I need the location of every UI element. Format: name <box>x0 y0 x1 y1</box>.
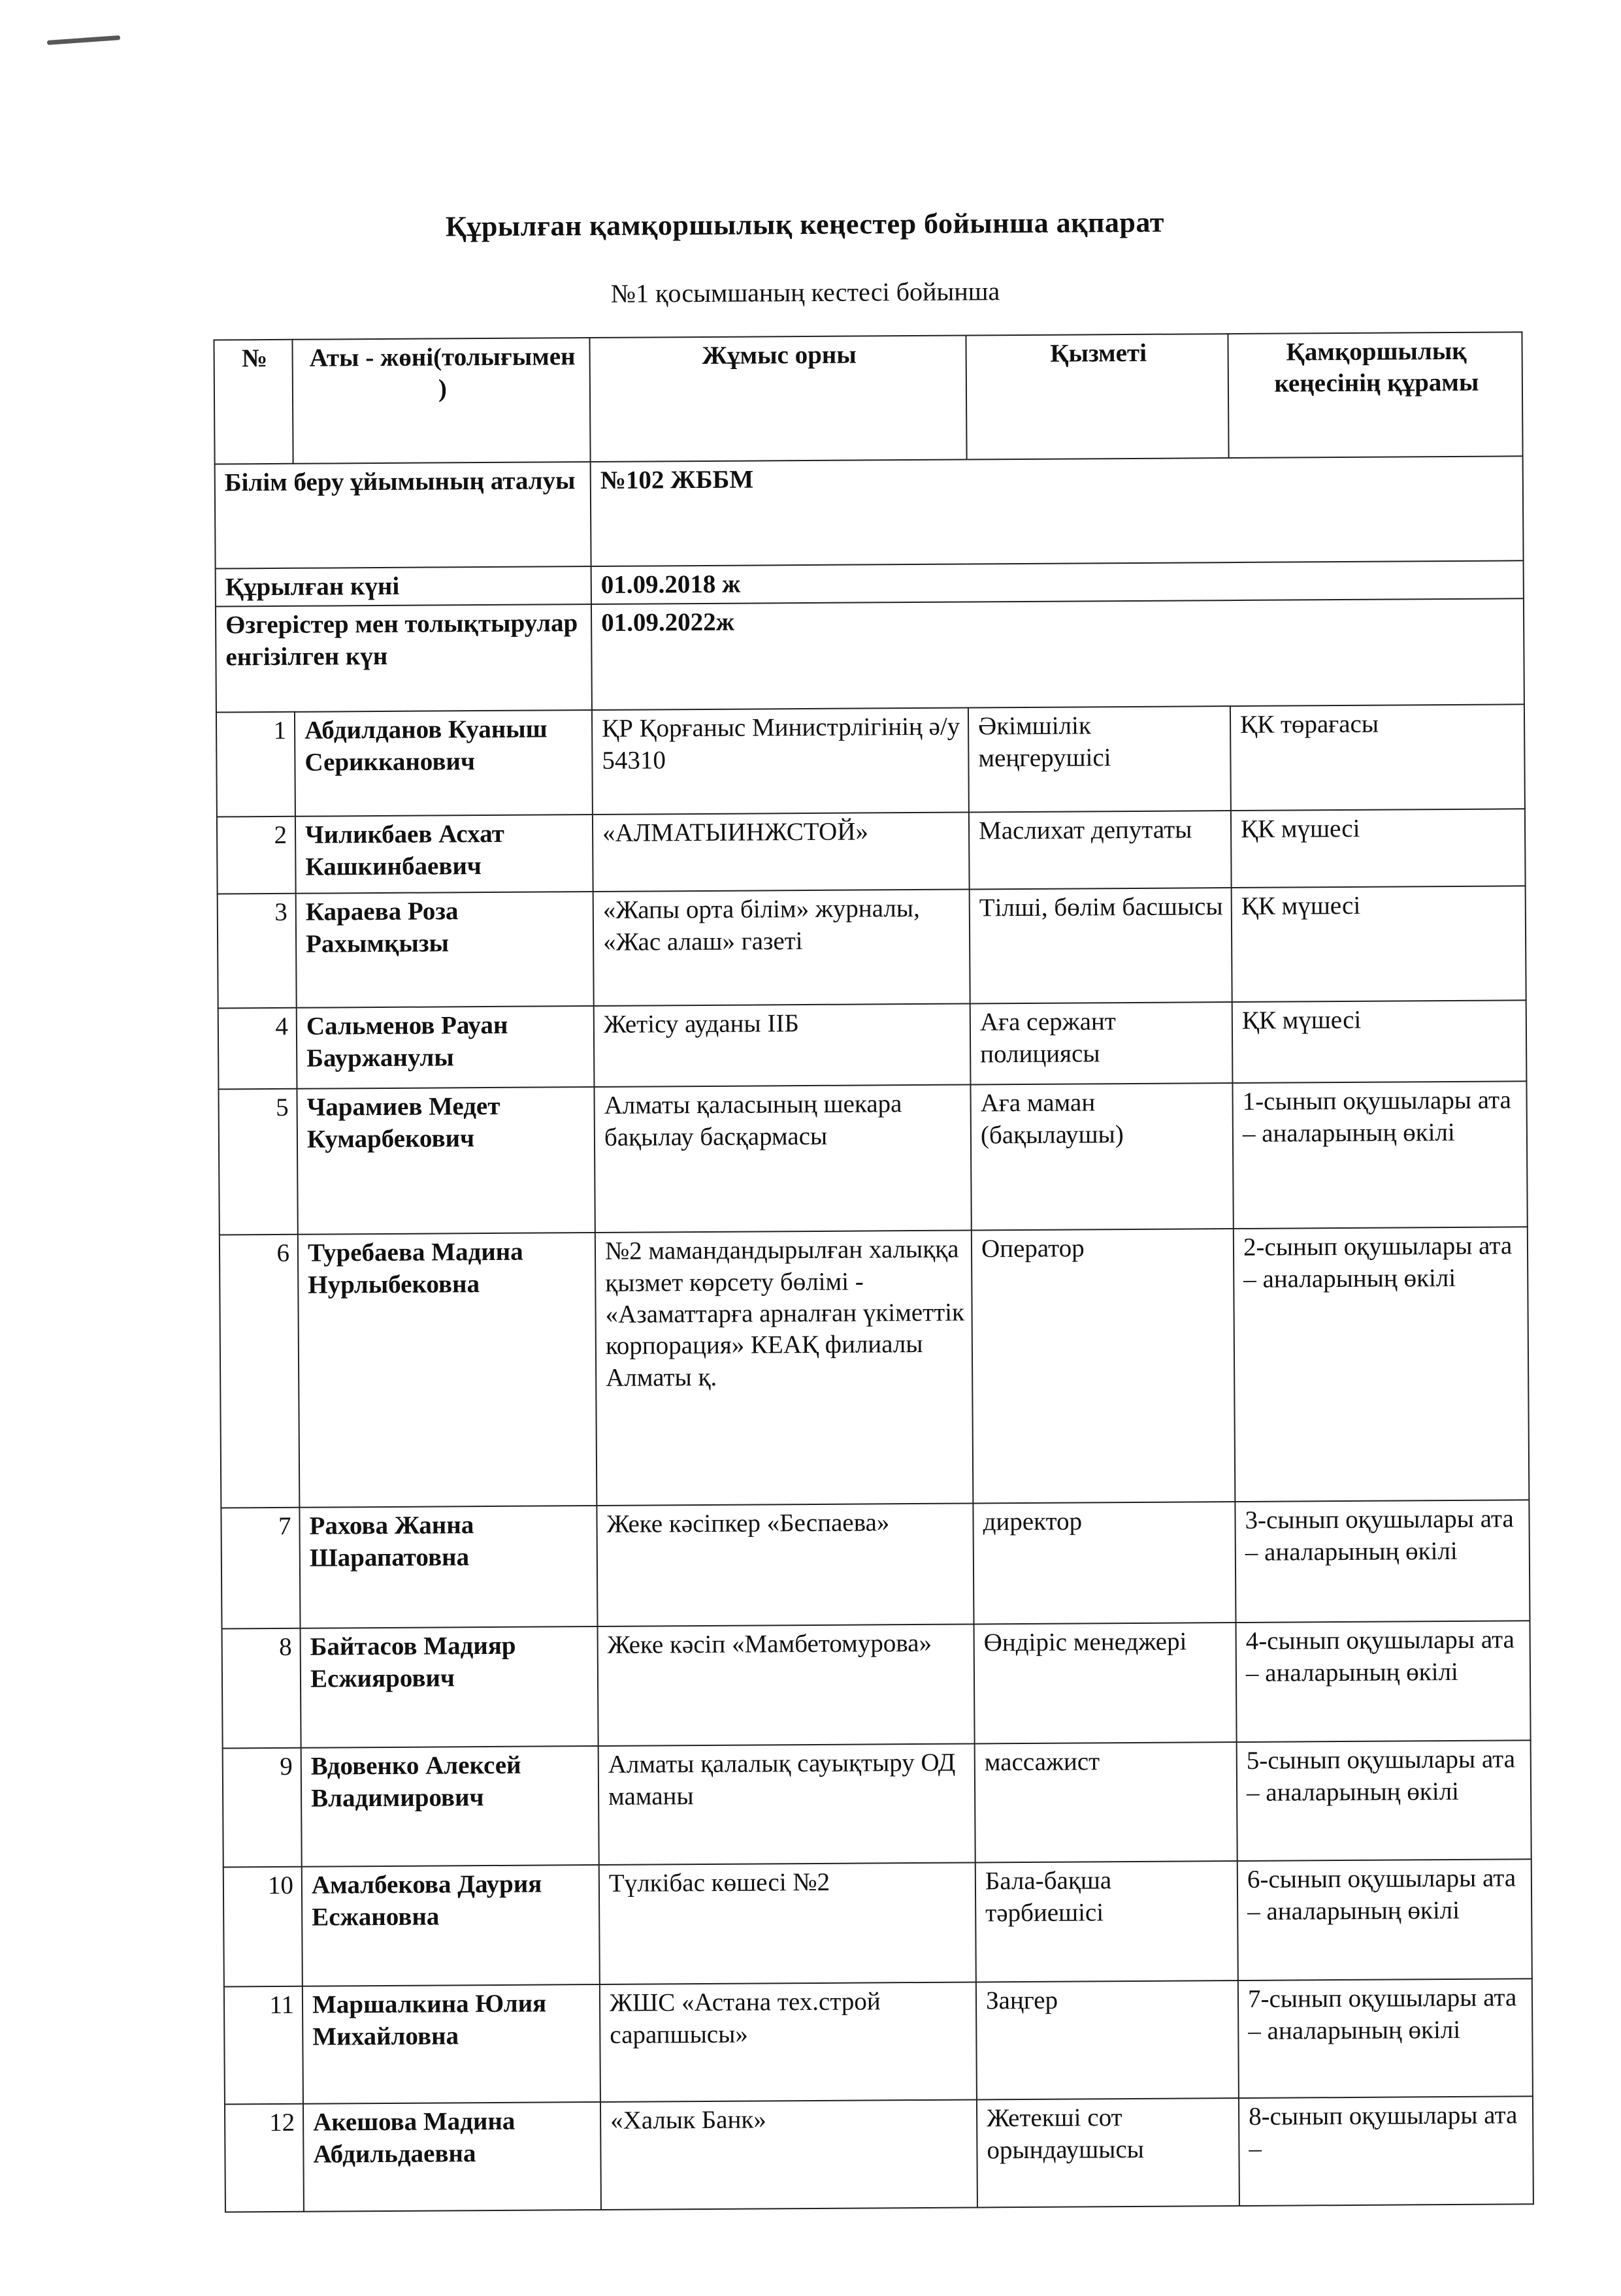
member-name: Караева Роза Рахымқызы <box>296 892 594 1008</box>
info-section <box>215 456 1524 713</box>
council-table <box>213 331 1533 2213</box>
member-number: 2 <box>217 817 296 894</box>
header-row <box>214 332 1522 464</box>
table-row <box>217 809 1526 894</box>
member-number: 10 <box>223 1867 303 1987</box>
member-number: 12 <box>225 2104 304 2212</box>
info-row-changes <box>216 599 1524 713</box>
member-workplace: «Жапы орта білім» журналы, «Жас алаш» газеті <box>593 890 970 1007</box>
member-number: 7 <box>221 1508 300 1629</box>
member-workplace: Түлкібас көшесі №2 <box>599 1863 976 1985</box>
member-number: 8 <box>222 1628 301 1749</box>
member-number: 11 <box>224 1986 303 2105</box>
changes-label: Өзгерістер мен толықтырулар енгізілген күн <box>216 604 592 713</box>
member-name: Туребаева Мадина Нурлыбековна <box>298 1233 597 1508</box>
member-name: Маршалкина Юлия Михайловна <box>303 1984 600 2104</box>
created-value: 01.09.2018 ж <box>591 560 1524 604</box>
member-position: Заңгер <box>976 1981 1239 2099</box>
info-row-organization <box>215 456 1524 568</box>
member-name: Чиликбаев Асхат Кашкинбаевич <box>295 815 593 894</box>
member-name: Акешова Мадина Абдильдаевна <box>303 2102 601 2212</box>
member-name: Чарамиев Медет Кумарбекович <box>297 1087 595 1235</box>
member-position: Маслихат депутаты <box>969 811 1232 889</box>
document-subtitle: №1 қосымшаның кестесі бойынша <box>610 276 1000 308</box>
member-name: Рахова Жанна Шарапатовна <box>299 1506 597 1628</box>
member-workplace: Жеке кәсіп «Мамбетомурова» <box>598 1625 975 1747</box>
member-council-role: ҚК мүшесі <box>1232 1001 1527 1084</box>
member-name: Байтасов Мадияр Есжиярович <box>301 1626 598 1748</box>
column-header-name: Аты - жөні(толығымен ) <box>292 338 590 464</box>
column-header-role: Қамқоршылық кеңесінің құрамы <box>1228 332 1522 458</box>
member-council-role: 6-сынып оқушылары ата – аналарының өкілі <box>1237 1860 1532 1981</box>
member-council-role: 1-сынып оқушылары ата – аналарының өкілі <box>1232 1082 1527 1229</box>
member-position: массажист <box>975 1742 1237 1862</box>
table-row <box>216 705 1525 817</box>
member-council-role: 4-сынып оқушылары ата – аналарының өкілі <box>1236 1621 1530 1743</box>
member-position: Өндіріс менеджері <box>974 1623 1237 1743</box>
member-council-role: 5-сынып оқушылары ата – аналарының өкілі <box>1237 1741 1531 1862</box>
column-header-workplace: Жұмыс орны <box>589 336 966 462</box>
member-name: Абдилданов Куаныш Серикканович <box>295 710 593 817</box>
member-workplace: Жеке кәсіпкер «Беспаева» <box>597 1504 974 1627</box>
table-row <box>218 1082 1527 1235</box>
table-row <box>220 1227 1530 1508</box>
changes-value: 01.09.2022ж <box>591 599 1524 711</box>
table-row <box>223 1741 1531 1868</box>
table-row <box>225 2097 1533 2212</box>
member-council-role: ҚК мүшесі <box>1231 809 1526 888</box>
member-workplace: Алматы қалалық сауықтыру ОД маманы <box>598 1744 975 1866</box>
table-row <box>224 1979 1533 2105</box>
member-position: Оператор <box>972 1229 1236 1503</box>
member-position: Әкімшілік меңгерушісі <box>968 706 1231 812</box>
member-council-role: ҚК мүшесі <box>1232 886 1526 1003</box>
member-position: директор <box>973 1502 1236 1624</box>
member-council-role: 7-сынып оқушылары ата – аналарының өкілі <box>1238 1979 1533 2099</box>
member-position: Жетекші сот орындаушысы <box>977 2098 1239 2207</box>
column-header-position: Қызметі <box>966 334 1228 459</box>
member-workplace: «Халык Банк» <box>600 2100 977 2210</box>
table-row <box>222 1621 1531 1749</box>
member-workplace: №2 мамандандырылған халыққа қызмет көрсету бөлімі - «Азаматтарға арналған үкіметтік корпорация» КЕАҚ филиалы Алматы қ. <box>595 1231 974 1506</box>
member-name: Сальменов Рауан Бауржанулы <box>297 1006 595 1089</box>
table-row <box>223 1860 1532 1987</box>
member-workplace: Алматы қаласының шекара бақылау басқармасы <box>594 1085 971 1233</box>
member-number: 9 <box>223 1748 302 1868</box>
member-council-role: 3-сынып оқушылары ата – аналарының өкілі <box>1235 1500 1530 1623</box>
table-row <box>221 1500 1530 1629</box>
member-position: Тілші, бөлім басшысы <box>970 888 1232 1003</box>
member-workplace: ЖШС «Астана тех.строй сарапшысы» <box>600 1982 977 2103</box>
member-position: Аға маман (бақылаушы) <box>970 1083 1233 1230</box>
member-workplace: Жетісу ауданы ІІБ <box>594 1004 971 1088</box>
created-label: Құрылған күні <box>216 566 591 607</box>
table-row <box>218 886 1526 1009</box>
table-row <box>218 1001 1527 1090</box>
document-title: Құрылған қамқоршылық кеңестер бойынша ақпарат <box>445 206 1165 243</box>
organization-label: Білім беру ұйымының аталуы <box>215 462 591 569</box>
column-header-number: № <box>214 340 293 464</box>
member-workplace: «АЛМАТЫИНЖСТОЙ» <box>593 813 970 892</box>
member-name: Амалбекова Даурия Есжановна <box>302 1865 600 1986</box>
member-council-role: 2-сынып оқушылары ата – аналарының өкілі <box>1234 1227 1530 1502</box>
member-number: 1 <box>216 712 295 817</box>
member-number: 3 <box>218 894 297 1009</box>
member-number: 6 <box>220 1235 300 1508</box>
member-position: Аға сержант полициясы <box>970 1002 1233 1084</box>
member-number: 4 <box>218 1008 297 1090</box>
members-section <box>216 705 1533 2212</box>
organization-value: №102 ЖББМ <box>591 456 1524 566</box>
members-table-header <box>214 332 1522 464</box>
member-council-role: 8-сынып оқушылары ата – <box>1239 2097 1533 2207</box>
member-council-role: ҚК төрағасы <box>1230 705 1525 811</box>
member-number: 5 <box>218 1089 297 1235</box>
member-workplace: ҚР Қорғаныс Министрлігінің ә/у 54310 <box>592 708 969 815</box>
member-name: Вдовенко Алексей Владимирович <box>301 1746 599 1867</box>
member-position: Бала-бақша тәрбиешісі <box>975 1861 1238 1982</box>
